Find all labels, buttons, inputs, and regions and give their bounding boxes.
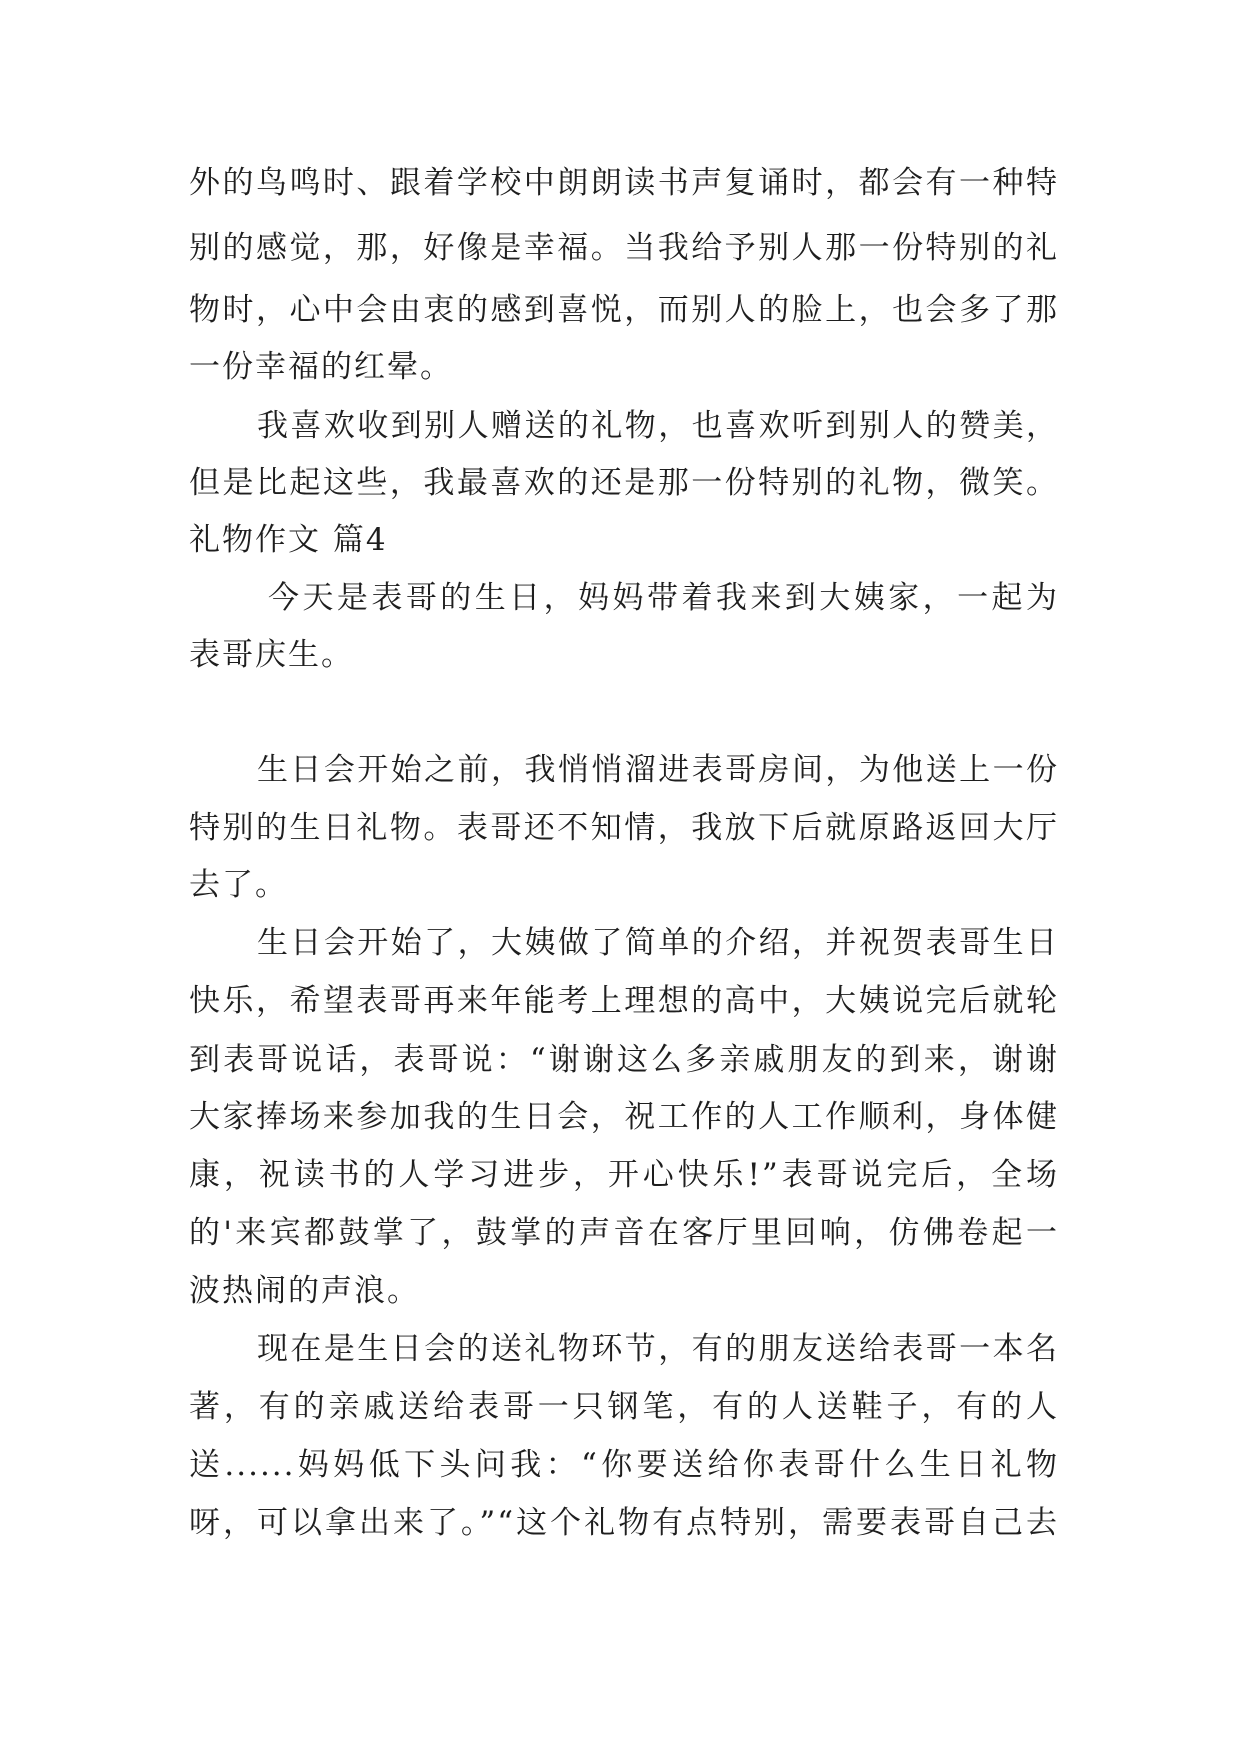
text-line: 送......妈妈低下头问我：“你要送给你表哥什么生日礼物 [189,1447,1059,1483]
text-line: 一份幸福的红晕。 [189,349,453,385]
text-line: 大家捧场来参加我的生日会，祝工作的人工作顺利，身体健 [189,1099,1059,1135]
text-line: 物时，心中会由衷的感到喜悦，而别人的脸上，也会多了那 [189,292,1059,328]
text-line: 表哥庆生。 [189,637,354,673]
text-line: 到表哥说话，表哥说：“谢谢这么多亲戚朋友的到来，谢谢 [189,1042,1059,1078]
text-line: 特别的生日礼物。表哥还不知情，我放下后就原路返回大厅 [189,810,1059,846]
text-line: 别的感觉，那，好像是幸福。当我给予别人那一份特别的礼 [189,230,1059,266]
text-line: 快乐，希望表哥再来年能考上理想的高中，大姨说完后就轮 [189,983,1059,1019]
text-line: 今天是表哥的生日，妈妈带着我来到大姨家，一起为 [268,580,1059,616]
text-line: 外的鸟鸣时、跟着学校中朗朗读书声复诵时，都会有一种特 [189,165,1059,201]
text-line: 波热闹的声浪。 [189,1273,420,1309]
text-line: 生日会开始之前，我悄悄溜进表哥房间，为他送上一份 [257,752,1059,788]
text-line: 康，祝读书的人学习进步，开心快乐!”表哥说完后，全场 [189,1157,1059,1193]
text-line: 的'来宾都鼓掌了，鼓掌的声音在客厅里回响，仿佛卷起一 [189,1215,1059,1251]
text-line: 呀，可以拿出来了。”“这个礼物有点特别，需要表哥自己去 [189,1505,1059,1541]
section-heading: 礼物作文 篇4 [189,522,388,558]
text-line: 我喜欢收到别人赠送的礼物，也喜欢听到别人的赞美， [257,408,1059,444]
text-line: 生日会开始了，大姨做了简单的介绍，并祝贺表哥生日 [257,925,1059,961]
text-line: 著，有的亲戚送给表哥一只钢笔，有的人送鞋子，有的人 [189,1389,1059,1425]
text-line: 去了。 [189,867,288,903]
text-line: 但是比起这些，我最喜欢的还是那一份特别的礼物，微笑。 [189,465,1059,501]
text-line: 现在是生日会的送礼物环节，有的朋友送给表哥一本名 [257,1331,1059,1367]
